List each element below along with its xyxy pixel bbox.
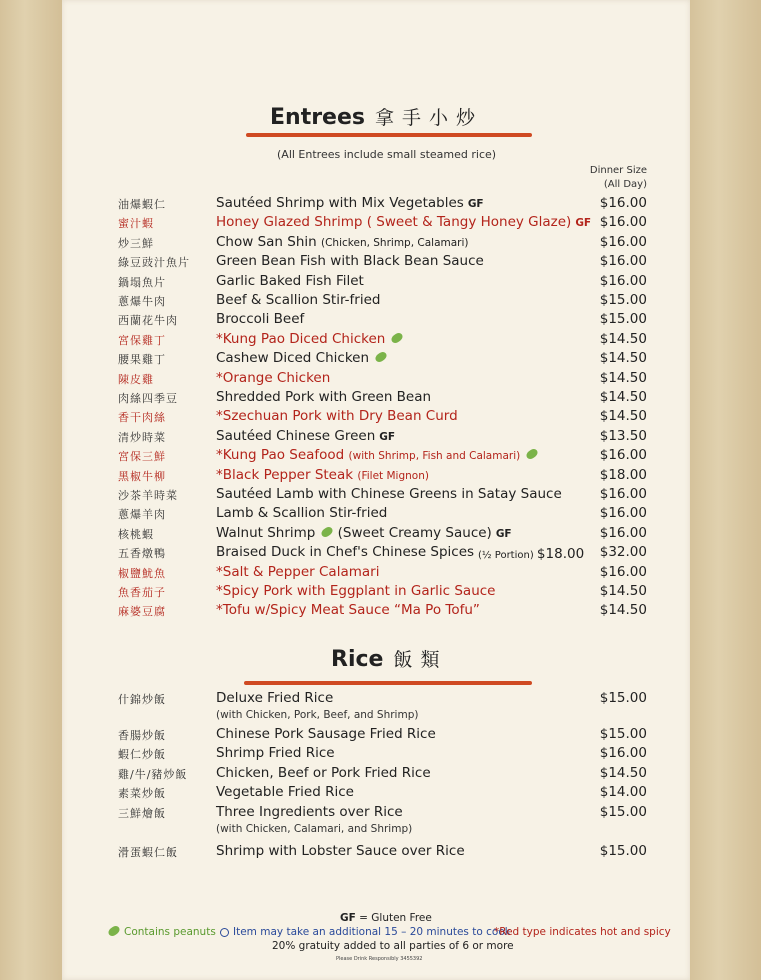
item-name: Cashew Diced Chicken (216, 350, 370, 367)
menu-item (0, 804, 761, 823)
rice-title-cn: 飯類 (393, 649, 448, 671)
item-name: Sautéed Lamb with Chinese Greens in Satay Sauce (216, 486, 562, 502)
menu-item (0, 292, 761, 311)
item-name-cn: 蝦仁炒飯 (118, 748, 166, 761)
item-name-cn: 宮保三鮮 (118, 450, 166, 464)
item-name-en (216, 447, 538, 463)
item-price: $16.00 (599, 486, 647, 502)
item-name: Braised Duck in Chef's Chinese Spices (216, 544, 475, 561)
menu-item (0, 564, 761, 583)
item-name-cn: 核桃蝦 (118, 527, 154, 541)
gluten-free-badge: GF (575, 217, 592, 230)
item-name-cn: 宮保雞丁 (118, 333, 166, 347)
brush-stroke-entrees (246, 133, 532, 137)
item-price: $14.50 (599, 408, 647, 425)
item-name: *Orange Chicken (216, 369, 331, 386)
entrees-title (270, 103, 483, 130)
item-name-cn: 蔥爆羊肉 (118, 508, 166, 522)
menu-item (0, 467, 761, 486)
item-name-en (216, 602, 480, 618)
menu-item (0, 214, 761, 233)
item-name-cn: 麻婆豆腐 (118, 605, 166, 619)
peanut-icon (374, 350, 388, 363)
item-name-cn: 蔥爆牛肉 (118, 295, 166, 308)
item-price: $16.00 (599, 447, 647, 464)
item-name-cn: 三鮮燴飯 (118, 807, 166, 820)
item-name: *Spicy Pork with Eggplant in Garlic Sauce (216, 583, 496, 599)
item-price: $16.00 (599, 272, 647, 289)
item-price: $16.00 (599, 214, 647, 231)
item-price: $16.00 (599, 524, 647, 541)
item-price: $15.00 (599, 726, 647, 742)
item-name-cn: 蜜汁蝦 (118, 217, 154, 231)
item-name-cn: 五香燉鴨 (118, 547, 166, 561)
gratuity-note: 20% gratuity added to all parties of 6 or more (272, 940, 514, 952)
peanut-icon (390, 331, 404, 344)
item-name: Sautéed Shrimp with Mix Vegetables (216, 195, 464, 211)
item-price: $14.50 (599, 389, 647, 405)
menu-item (0, 726, 761, 745)
item-price: $14.50 (599, 602, 647, 619)
item-price: $16.00 (599, 745, 647, 761)
menu-item (0, 745, 761, 764)
rice-title (331, 645, 447, 672)
item-name-cn: 西蘭花牛肉 (118, 314, 178, 328)
item-name: Beef & Scallion Stir-fried (216, 292, 381, 308)
item-name-cn: 陳皮雞 (118, 372, 154, 386)
item-name: *Tofu w/Spicy Meat Sauce “Ma Po Tofu” (216, 602, 480, 619)
menu-item (0, 389, 761, 408)
item-name-en (216, 525, 512, 541)
menu-item (0, 765, 761, 784)
item-name: Sautéed Chinese Green (216, 427, 376, 444)
gf-key: GF (340, 912, 356, 924)
item-name-en (216, 234, 469, 250)
item-detail: (Filet Mignon) (357, 469, 429, 482)
menu-item (0, 784, 761, 803)
fine-print: Please Drink Responsibly 3455392 (336, 956, 423, 962)
menu-item (0, 331, 761, 350)
peanut-icon (107, 924, 121, 937)
price-header-size: Dinner Size (589, 165, 647, 176)
item-name-en: Shrimp with Lobster Sauce over Rice (216, 843, 465, 859)
item-name-en: Shrimp Fried Rice (216, 745, 335, 761)
item-name: Garlic Baked Fish Filet (216, 272, 364, 289)
item-price: $14.50 (599, 330, 647, 347)
item-name-en: Three Ingredients over Rice (216, 804, 403, 820)
menu-item (0, 370, 761, 389)
menu-item (0, 843, 761, 862)
item-name: Walnut Shrimp (216, 524, 316, 541)
item-price: $16.00 (599, 505, 647, 522)
item-name-cn: 鍋塌魚片 (118, 275, 166, 289)
item-name: *Szechuan Pork with Dry Bean Curd (216, 408, 458, 425)
item-name-en (216, 564, 379, 580)
item-detail: (with Shrimp, Fish and Calamari) (348, 450, 521, 463)
item-name: Lamb & Scallion Stir-fried (216, 505, 388, 522)
gluten-free-badge: GF (467, 198, 484, 210)
item-name-cn: 黑椒牛柳 (118, 469, 166, 483)
item-subtext: (with Chicken, Pork, Beef, and Shrimp) (216, 709, 419, 721)
entrees-title-en: Entrees (270, 105, 365, 130)
item-price: $15.00 (599, 804, 647, 820)
item-name: *Black Pepper Steak (216, 466, 354, 483)
item-name-en (216, 253, 484, 269)
menu-item (0, 428, 761, 447)
gf-legend (340, 912, 432, 924)
item-name-en (216, 273, 364, 289)
item-name-cn: 魚香茄子 (118, 586, 166, 599)
item-price: $15.00 (599, 292, 647, 308)
item-name: Green Bean Fish with Black Bean Sauce (216, 253, 484, 270)
brush-stroke-rice (244, 681, 532, 685)
item-name-cn: 腰果雞丁 (118, 353, 166, 367)
item-name-en (216, 486, 562, 502)
peanut-legend (108, 926, 216, 938)
item-subtext: (with Chicken, Calamari, and Shrimp) (216, 823, 413, 835)
menu-item (0, 583, 761, 602)
item-name-en: Deluxe Fried Rice (216, 690, 334, 706)
gf-text: = Gluten Free (359, 912, 432, 924)
half-portion-label: (½ Portion) (478, 550, 534, 562)
item-price: $15.00 (599, 690, 647, 706)
item-name: *Kung Pao Seafood (216, 447, 345, 464)
item-name-cn: 油爆蝦仁 (118, 198, 166, 211)
item-price: $16.00 (599, 253, 647, 270)
menu-item (0, 525, 761, 544)
price-header-allday: (All Day) (603, 179, 647, 190)
item-price: $14.00 (599, 784, 647, 800)
item-name-cn: 炒三鮮 (118, 236, 154, 250)
item-name-cn: 雞/牛/豬炒飯 (118, 768, 188, 781)
menu-item (0, 253, 761, 272)
item-price: $14.50 (599, 765, 647, 781)
item-name: Shredded Pork with Green Bean (216, 389, 432, 405)
item-name-cn: 滑蛋蝦仁飯 (118, 846, 178, 859)
item-name: Honey Glazed Shrimp ( Sweet & Tangy Honey Glaze) (216, 214, 572, 231)
item-name-en: Chicken, Beef or Pork Fried Rice (216, 765, 431, 781)
menu-item (0, 273, 761, 292)
item-name: *Kung Pao Diced Chicken (216, 330, 386, 347)
item-name-en (216, 214, 591, 230)
item-name-en (216, 311, 304, 327)
clock-icon (220, 928, 229, 937)
item-name-cn: 綠豆豉汁魚片 (118, 256, 190, 270)
item-price: $32.00 (599, 544, 647, 561)
menu-item (0, 234, 761, 253)
item-price: $16.00 (599, 563, 647, 580)
rice-title-en: Rice (331, 647, 384, 672)
peanut-legend-text: Contains peanuts (124, 926, 216, 938)
item-name-en (216, 389, 431, 405)
gluten-free-badge: GF (495, 527, 512, 540)
item-name-cn: 什錦炒飯 (118, 693, 166, 706)
entrees-title-cn: 拿手小炒 (375, 107, 484, 129)
item-price: $14.50 (599, 583, 647, 599)
menu-item (0, 350, 761, 369)
item-price: $15.00 (599, 311, 647, 328)
item-name-en (216, 428, 395, 444)
item-name-cn: 沙茶羊時菜 (118, 489, 178, 502)
item-name-cn: 素菜炒飯 (118, 787, 166, 800)
item-detail: (Sweet Creamy Sauce) (337, 524, 492, 541)
menu-item (0, 602, 761, 621)
entrees-note: (All Entrees include small steamed rice) (277, 148, 497, 161)
item-price: $15.00 (599, 843, 647, 859)
item-name: Broccoli Beef (216, 311, 305, 328)
peanut-icon (525, 447, 539, 460)
item-price: $14.50 (599, 369, 647, 386)
gluten-free-badge: GF (379, 430, 396, 443)
item-name-cn: 椒鹽魷魚 (118, 566, 166, 580)
spicy-legend: *Red type indicates hot and spicy (494, 926, 671, 938)
item-price: $16.00 (599, 195, 647, 211)
item-price: $13.50 (599, 427, 647, 444)
item-name-cn: 香干肉絲 (118, 411, 166, 425)
item-name-cn: 香腸炒飯 (118, 729, 166, 742)
menu-item (0, 311, 761, 330)
menu-item (0, 195, 761, 214)
item-name-en (216, 195, 484, 211)
item-price: $16.00 (599, 233, 647, 250)
item-name-en (216, 583, 495, 599)
clock-legend (220, 926, 511, 938)
item-name-en (216, 331, 403, 347)
item-price: $14.50 (599, 350, 647, 367)
item-name-en (216, 292, 380, 308)
menu-item (0, 486, 761, 505)
item-name-en (216, 544, 474, 560)
menu-item (0, 447, 761, 466)
item-name-en (216, 505, 387, 521)
half-portion (478, 546, 584, 562)
item-name-en (216, 370, 330, 386)
item-name: *Salt & Pepper Calamari (216, 563, 380, 580)
item-name-en: Vegetable Fried Rice (216, 784, 354, 800)
clock-legend-text: Item may take an additional 15 – 20 minutes to cook (233, 926, 511, 938)
menu-item (0, 505, 761, 524)
item-detail: (Chicken, Shrimp, Calamari) (321, 236, 469, 249)
menu-item (0, 544, 761, 563)
item-name-en (216, 408, 458, 424)
item-price: $18.00 (599, 466, 647, 483)
item-name-cn: 肉絲四季豆 (118, 392, 178, 405)
peanut-icon (320, 525, 334, 538)
item-name-cn: 清炒時菜 (118, 430, 166, 444)
item-name-en (216, 350, 387, 366)
item-name-en (216, 467, 429, 483)
item-name-en: Chinese Pork Sausage Fried Rice (216, 726, 436, 742)
item-name: Chow San Shin (216, 233, 317, 250)
menu-item (0, 690, 761, 709)
half-portion-price: $18.00 (536, 546, 585, 563)
menu-item (0, 408, 761, 427)
